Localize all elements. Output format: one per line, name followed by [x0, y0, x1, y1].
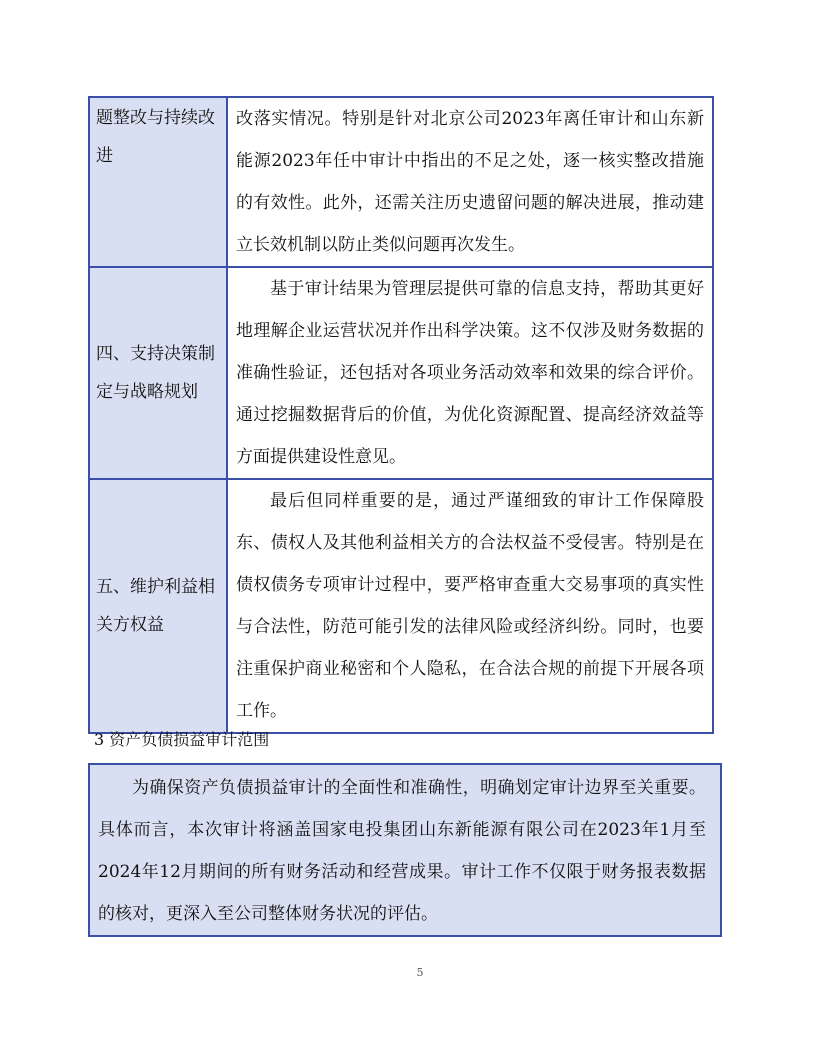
page-number: 5 — [416, 966, 424, 979]
audit-objectives-table — [88, 96, 714, 734]
row-label: 五、维护利益相关方权益 — [89, 479, 227, 733]
summary-text: 为确保资产负债损益审计的全面性和准确性，明确划定审计边界至关重要。具体而言，本次审计将涵盖国家电投集团山东新能源有限公司在2023年1月至2024年12月期间的所有财务活动和经营成果。审计工作不仅限于财务报表数据的核对，更深入至公司整体财务状况的评估。 — [98, 778, 706, 924]
table-row — [89, 479, 713, 733]
row-text: 改落实情况。特别是针对北京公司2023年离任审计和山东新能源2023年任中审计中指出的不足之处，逐一核实整改措施的有效性。此外，还需关注历史遗留问题的解决进展，推动建立长效机制以防止类似问题再次发生。 — [227, 97, 713, 267]
section-heading: 3 资产负债损益审计范围 — [94, 730, 270, 749]
summary-box — [88, 763, 722, 937]
row-text: 基于审计结果为管理层提供可靠的信息支持，帮助其更好地理解企业运营状况并作出科学决策。这不仅涉及财务数据的准确性验证，还包括对各项业务活动效率和效果的综合评价。通过挖掘数据背后的价值，为优化资源配置、提高经济效益等方面提供建设性意见。 — [227, 267, 713, 479]
row-text: 最后但同样重要的是，通过严谨细致的审计工作保障股东、债权人及其他利益相关方的合法权益不受侵害。特别是在债权债务专项审计过程中，要严格审查重大交易事项的真实性与合法性，防范可能引发的法律风险或经济纠纷。同时，也要注重保护商业秘密和个人隐私，在合法合规的前提下开展各项工作。 — [227, 479, 713, 733]
table-row — [89, 97, 713, 267]
table-row — [89, 267, 713, 479]
row-label: 题整改与持续改进 — [89, 97, 227, 267]
row-label: 四、支持决策制定与战略规划 — [89, 267, 227, 479]
